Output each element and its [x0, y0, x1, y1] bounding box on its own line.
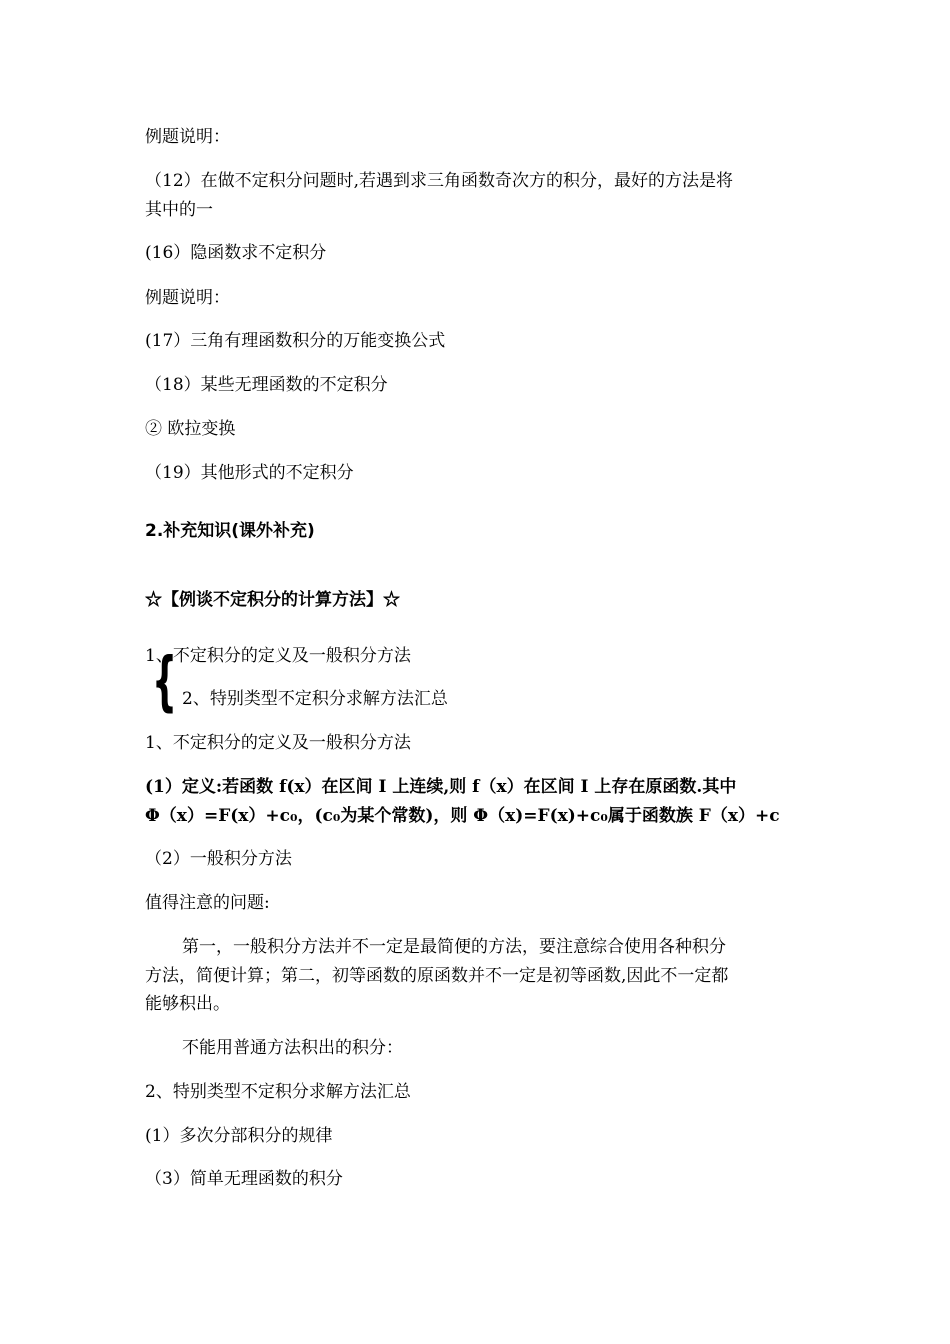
- subsection-title: ☆【例谈不定积分的计算方法】☆: [145, 590, 400, 610]
- section-heading: 2.补充知识(课外补充): [145, 521, 315, 541]
- text-line: 其中的一: [145, 200, 213, 220]
- text-line: （3）简单无理函数的积分: [145, 1169, 343, 1189]
- text-line: 值得注意的问题:: [145, 893, 270, 913]
- definition-line: Φ（x）=F(x）+c₀，(c₀为某个常数)，则 Φ（x)=F(x)+c₀属于函数族 F（x）+c: [145, 806, 780, 826]
- outline-item: 1、不定积分的定义及一般积分方法: [145, 646, 411, 666]
- text-line: （19）其他形式的不定积分: [145, 463, 354, 483]
- text-line: (1）多次分部积分的规律: [145, 1126, 333, 1146]
- text-line: ② 欧拉变换: [145, 419, 236, 439]
- paragraph-line: 第一，一般积分方法并不一定是最简便的方法，要注意综合使用各种积分: [182, 937, 726, 957]
- text-line: (17）三角有理函数积分的万能变换公式: [145, 331, 446, 351]
- text-line: 2、特别类型不定积分求解方法汇总: [145, 1082, 411, 1102]
- text-line: 例题说明：: [145, 288, 230, 308]
- paragraph-line: 能够积出。: [145, 994, 230, 1014]
- text-line: （18）某些无理函数的不定积分: [145, 375, 388, 395]
- definition-line: (1）定义:若函数 f(x）在区间 I 上连续,则 f（x）在区间 I 上存在原函数.其中: [145, 777, 737, 797]
- outline-item: 2、特别类型不定积分求解方法汇总: [182, 689, 448, 709]
- text-line: 1、不定积分的定义及一般积分方法: [145, 733, 411, 753]
- text-line: （12）在做不定积分问题时,若遇到求三角函数奇次方的积分，最好的方法是将: [145, 171, 734, 191]
- paragraph-line: 方法，简便计算；第二，初等函数的原函数并不一定是初等函数,因此不一定都: [145, 966, 729, 986]
- text-line: 不能用普通方法积出的积分：: [182, 1038, 403, 1058]
- brace-symbol: {: [152, 645, 178, 719]
- text-line: (16）隐函数求不定积分: [145, 243, 327, 263]
- text-line: 例题说明：: [145, 127, 230, 147]
- text-line: （2）一般积分方法: [145, 849, 292, 869]
